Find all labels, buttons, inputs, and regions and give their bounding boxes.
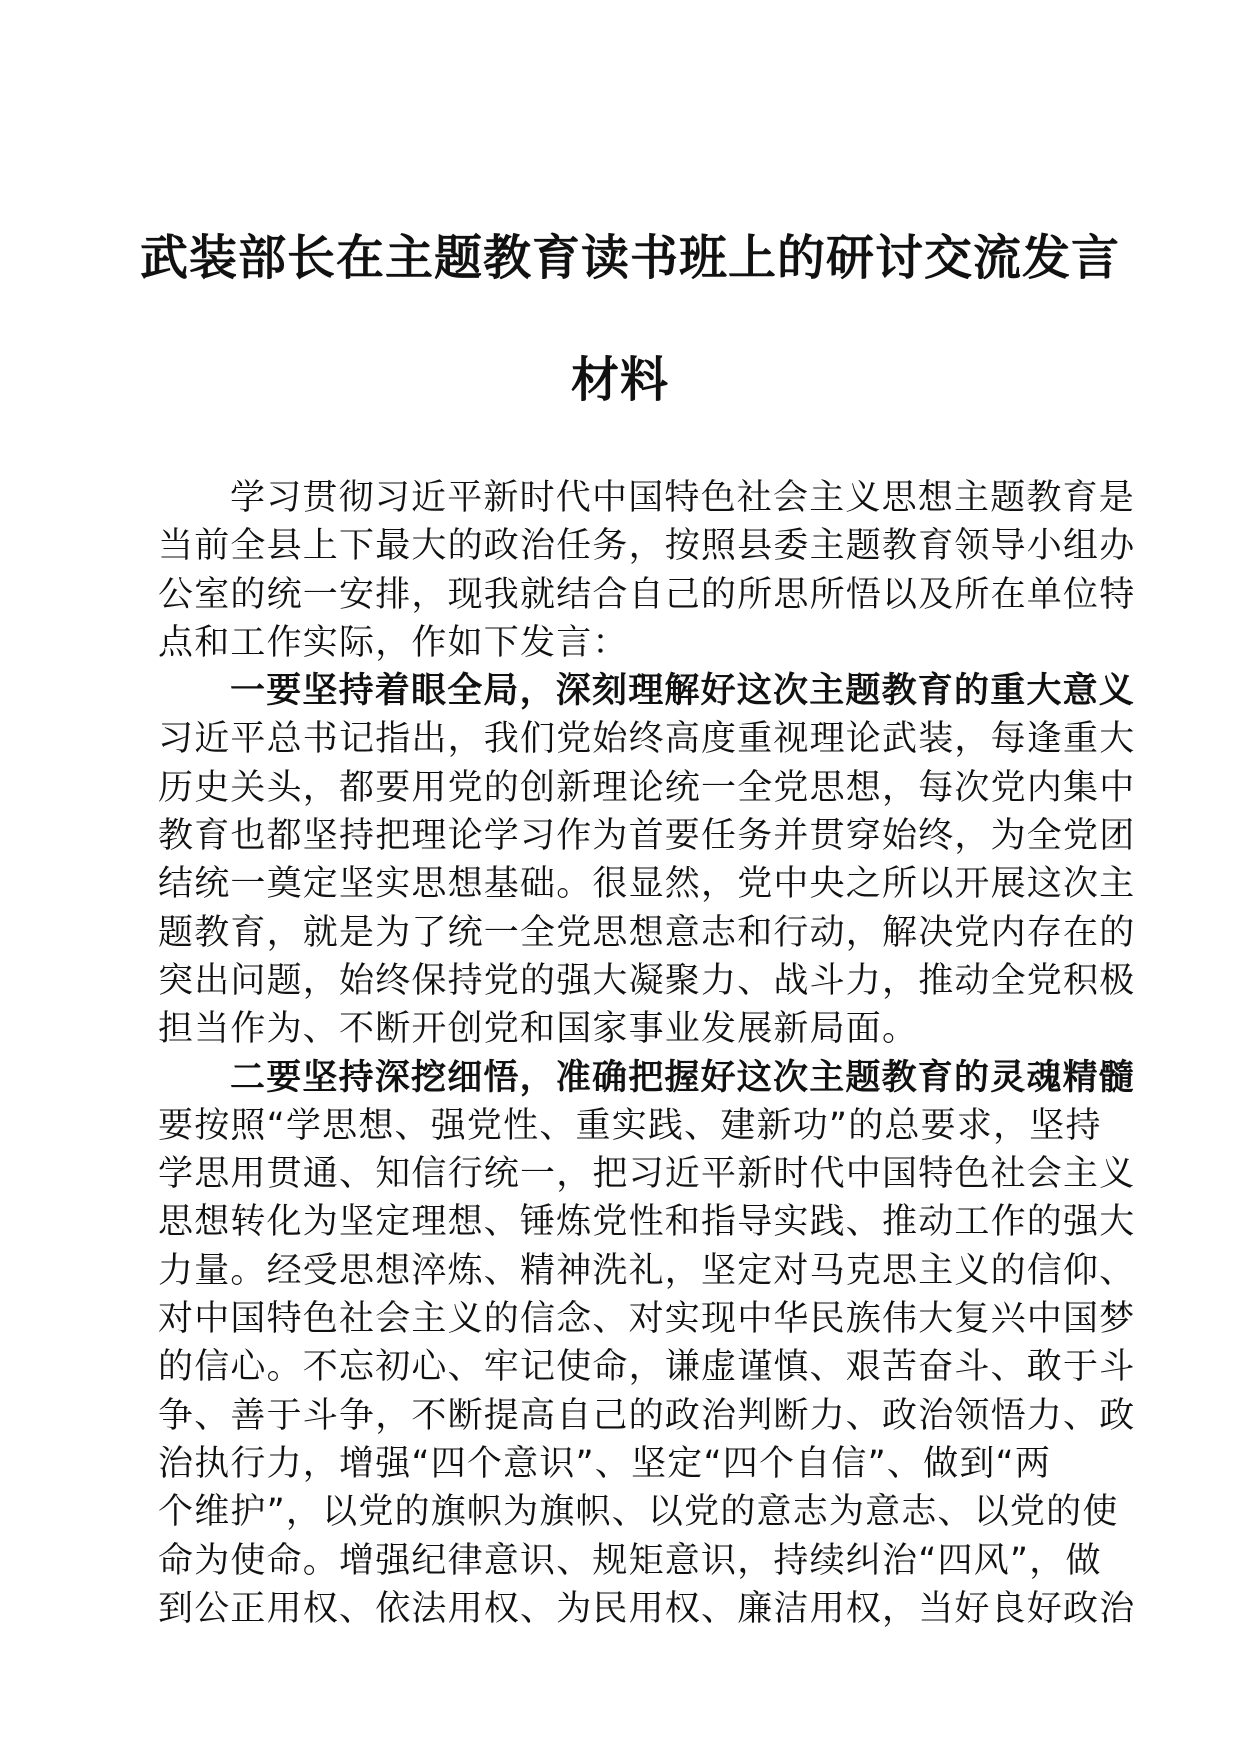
section-2-line: 学思用贯通、知信行统一，把习近平新时代中国特色社会主义 <box>158 1154 1136 1195</box>
document-body <box>158 474 1136 1633</box>
section-2-line: 的信心。不忘初心、牢记使命，谦虚谨慎、艰苦奋斗、敢于斗 <box>158 1347 1136 1388</box>
section-1-line: 历史关头，都要用党的创新理论统一全党思想，每次党内集中 <box>158 767 1136 808</box>
section-2-line: 力量。经受思想淬炼、精神洗礼，坚定对马克思主义的信仰、 <box>158 1250 1136 1291</box>
section-1-line: 突出问题，始终保持党的强大凝聚力、战斗力，推动全党积极 <box>158 960 1136 1001</box>
section-1-line: 习近平总书记指出，我们党始终高度重视理论武装，每逢重大 <box>158 719 1136 760</box>
section-2-line: 到公正用权、依法用权、为民用权、廉洁用权，当好良好政治 <box>158 1588 1136 1629</box>
section-2-line: 争、善于斗争，不断提高自己的政治判断力、政治领悟力、政 <box>158 1395 1136 1436</box>
section-1-line: 教育也都坚持把理论学习作为首要任务并贯穿始终，为全党团 <box>158 816 1136 857</box>
section-2-line: 个维护”，以党的旗帜为旗帜、以党的意志为意志、以党的使 <box>158 1492 1119 1533</box>
section-2-line: 治执行力，增强“四个意识”、坚定“四个自信”、做到“两 <box>158 1443 1052 1484</box>
paragraph-intro-line: 学习贯彻习近平新时代中国特色社会主义思想主题教育是 <box>230 478 1136 518</box>
paragraph-intro-line: 公室的统一安排，现我就结合自己的所思所悟以及所在单位特 <box>158 574 1136 615</box>
section-1-line: 题教育，就是为了统一全党思想意志和行动，解决党内存在的 <box>158 912 1136 953</box>
section-2-line: 命为使命。增强纪律意识、规矩意识，持续纠治“四风”，做 <box>158 1540 1102 1581</box>
section-1-line: 结统一奠定坚实思想基础。很显然，党中央之所以开展这次主 <box>158 864 1136 905</box>
section-2-line: 对中国特色社会主义的信念、对实现中华民族伟大复兴中国梦 <box>158 1299 1136 1340</box>
paragraph-intro-line: 点和工作实际，作如下发言： <box>158 622 629 663</box>
section-2-line: 要按照“学思想、强党性、重实践、建新功”的总要求，坚持 <box>158 1105 1102 1146</box>
document-title-line-1: 武装部长在主题教育读书班上的研讨交流发言 <box>140 230 1121 286</box>
section-heading-2: 二要坚持深挖细悟，准确把握好这次主题教育的灵魂精髓 <box>230 1057 1136 1098</box>
section-1-line: 担当作为、不断开创党和国家事业发展新局面。 <box>158 1009 919 1050</box>
document-title-line-2: 材料 <box>570 352 669 408</box>
section-heading-1: 一要坚持着眼全局，深刻理解好这次主题教育的重大意义 <box>230 671 1136 712</box>
paragraph-intro-line: 当前全县上下最大的政治任务，按照县委主题教育领导小组办 <box>158 526 1136 567</box>
section-2-line: 思想转化为坚定理想、锤炼党性和指导实践、推动工作的强大 <box>158 1202 1136 1243</box>
